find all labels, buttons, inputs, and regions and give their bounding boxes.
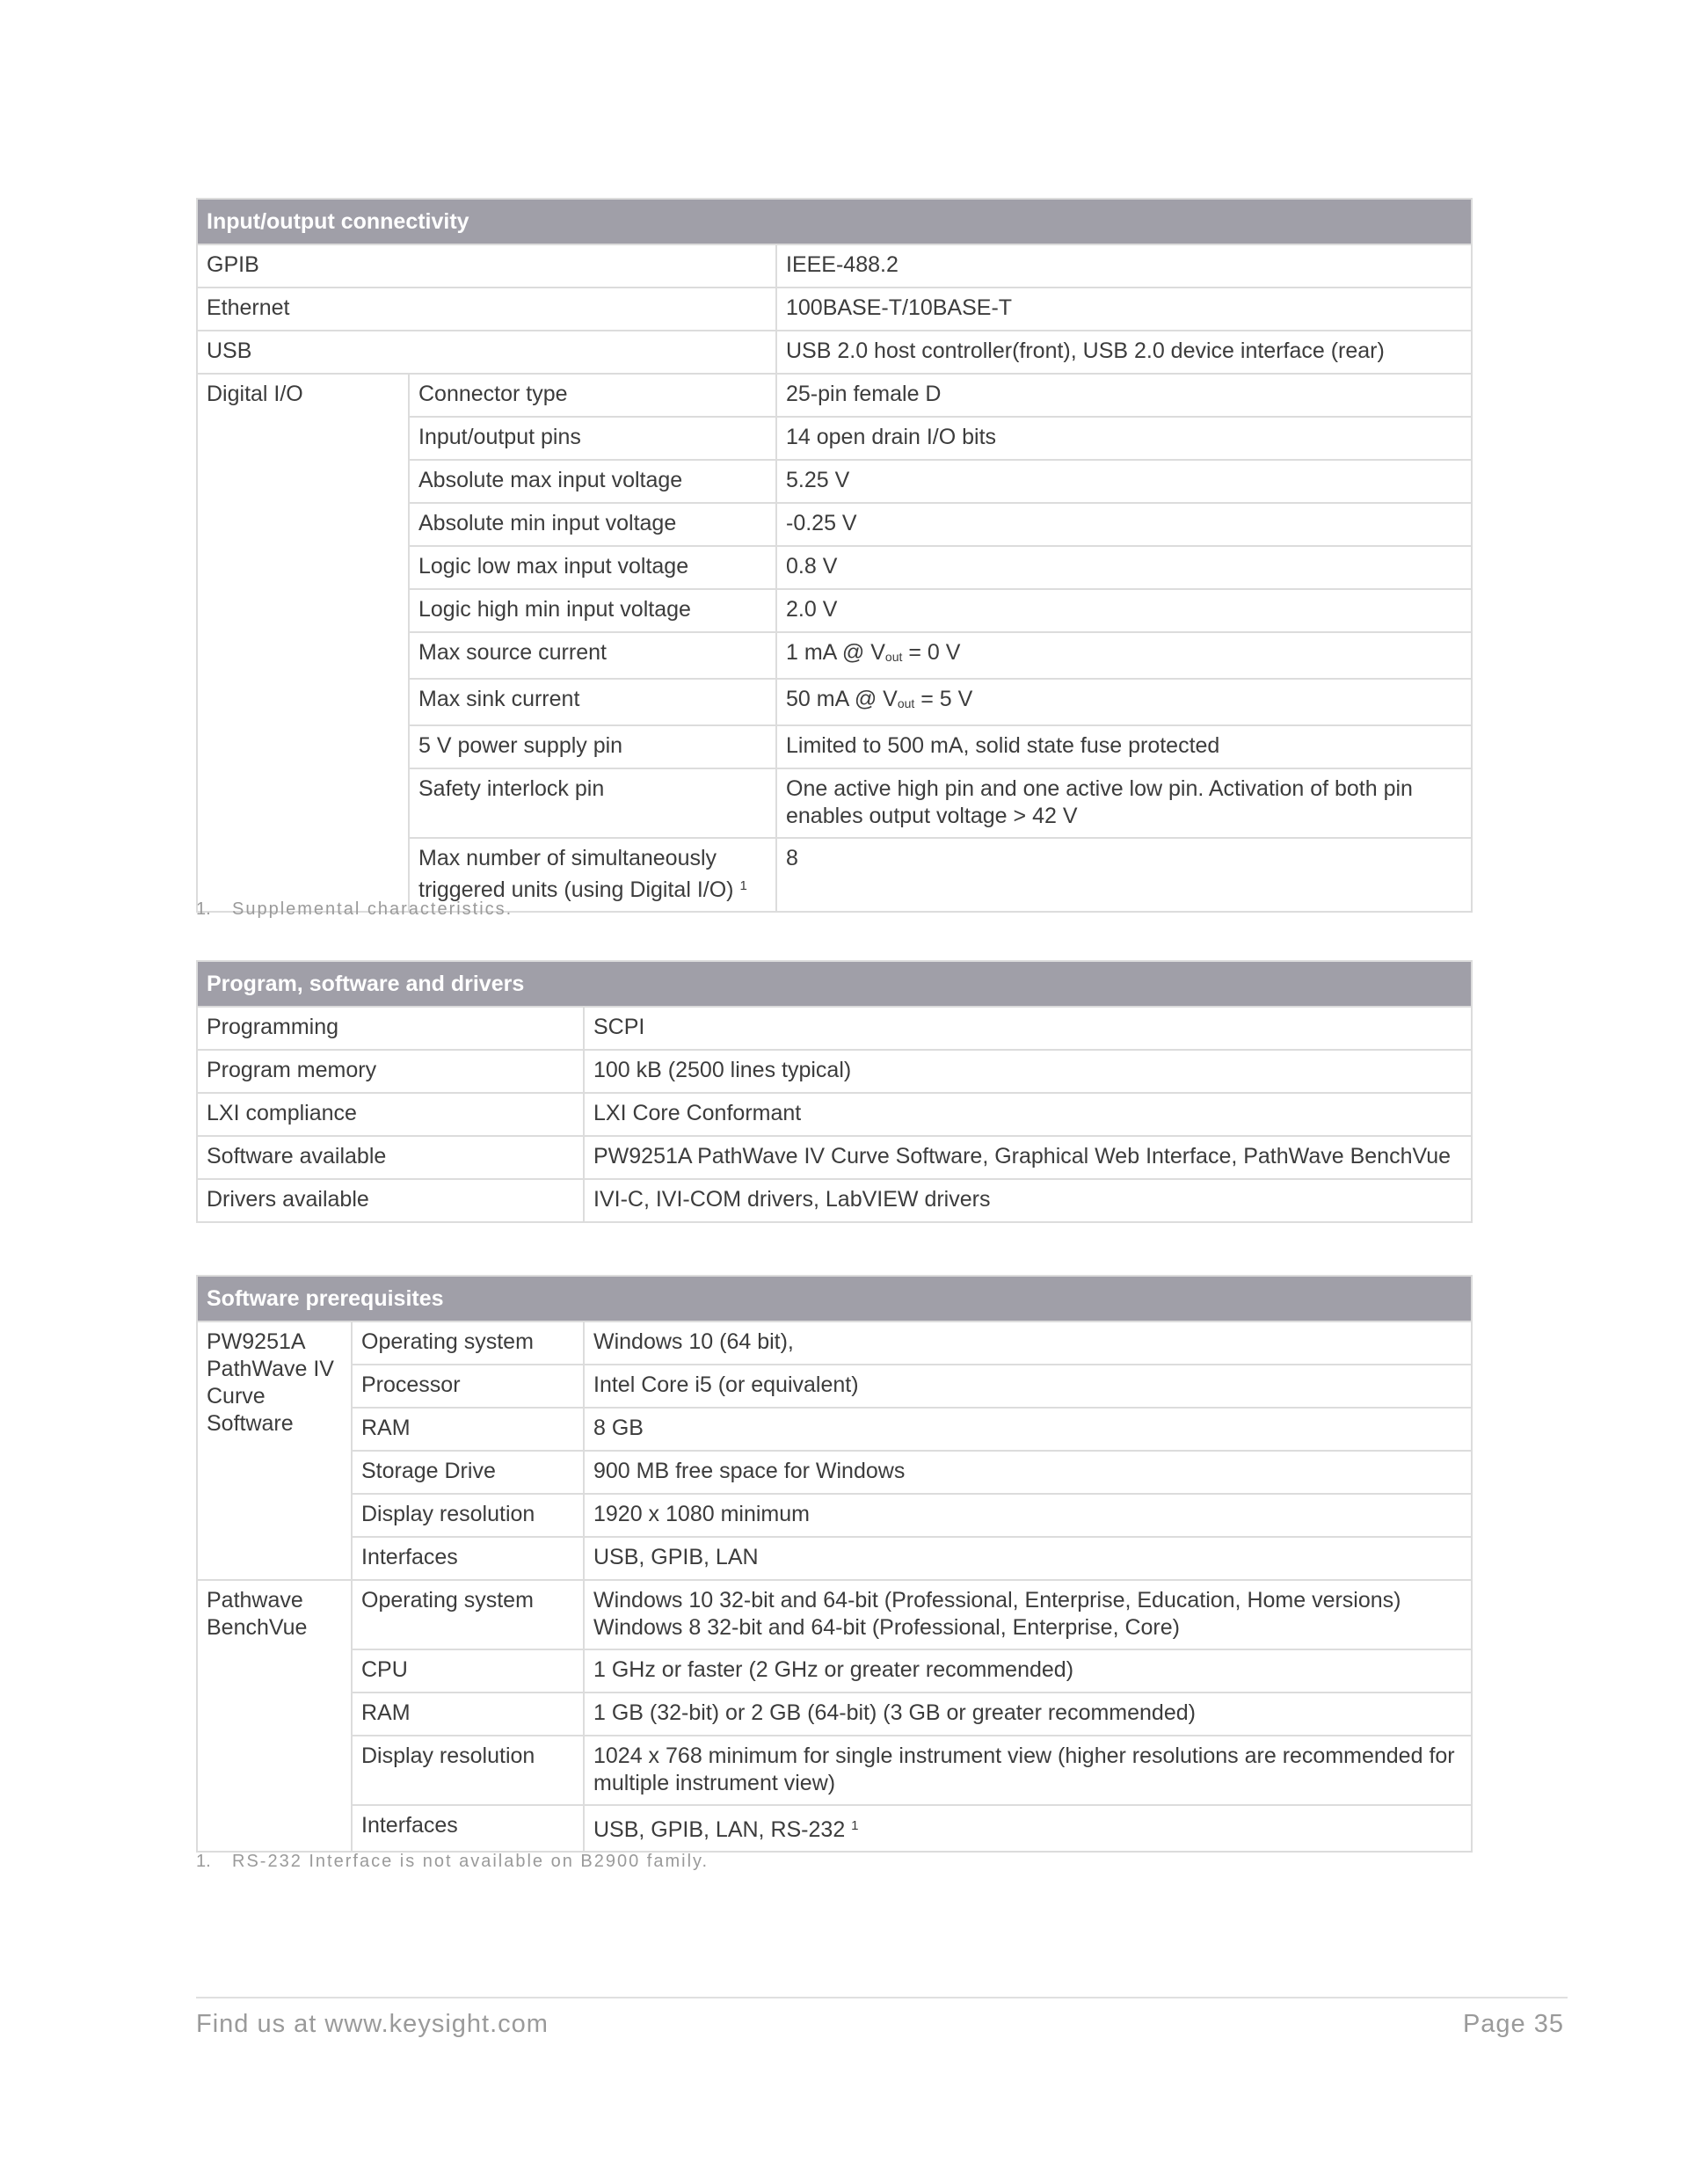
spec-label: Drivers available xyxy=(197,1179,584,1222)
spec-label: Safety interlock pin xyxy=(409,768,776,838)
spec-value: 25-pin female D xyxy=(776,374,1472,417)
spec-label: Absolute min input voltage xyxy=(409,503,776,546)
table-row xyxy=(197,1365,1472,1408)
subscript: out xyxy=(884,650,903,664)
table-row xyxy=(197,1580,1472,1649)
spec-label: Interfaces xyxy=(352,1805,584,1852)
spec-label: 5 V power supply pin xyxy=(409,725,776,768)
table-row xyxy=(197,1093,1472,1136)
spec-value: 900 MB free space for Windows xyxy=(584,1451,1472,1494)
spec-value: 8 xyxy=(776,838,1472,912)
spec-value: USB, GPIB, LAN xyxy=(584,1537,1472,1580)
table-row xyxy=(197,288,1472,331)
value-text: 50 mA @ V xyxy=(786,687,898,711)
spec-value xyxy=(776,679,1472,725)
spec-value: One active high pin and one active low pin. Activation of both pin enables output voltage > 42 V xyxy=(776,768,1472,838)
spec-value: 14 open drain I/O bits xyxy=(776,417,1472,460)
table-row xyxy=(197,1451,1472,1494)
table-row xyxy=(197,1649,1472,1693)
spec-label: LXI compliance xyxy=(197,1093,584,1136)
spec-value: 5.25 V xyxy=(776,460,1472,503)
spec-value: 2.0 V xyxy=(776,589,1472,632)
spec-value: 100 kB (2500 lines typical) xyxy=(584,1050,1472,1093)
spec-label: Program memory xyxy=(197,1050,584,1093)
footnote-number: 1. xyxy=(196,899,211,919)
spec-label: Display resolution xyxy=(352,1494,584,1537)
spec-label: Storage Drive xyxy=(352,1451,584,1494)
spec-label: RAM xyxy=(352,1408,584,1451)
spec-value: 1 GB (32-bit) or 2 GB (64-bit) (3 GB or greater recommended) xyxy=(584,1693,1472,1736)
footnote-marker: 1 xyxy=(739,878,747,893)
spec-value: 100BASE-T/10BASE-T xyxy=(776,288,1472,331)
spec-label: Ethernet xyxy=(197,288,776,331)
footer-divider xyxy=(196,1997,1568,1998)
table-row xyxy=(197,1805,1472,1852)
io-table-header: Input/output connectivity xyxy=(197,199,1472,244)
label-text: Max number of simultaneously triggered units (using Digital I/O) xyxy=(418,846,734,902)
table-row xyxy=(197,244,1472,288)
spec-value: 8 GB xyxy=(584,1408,1472,1451)
spec-value: 1920 x 1080 minimum xyxy=(584,1494,1472,1537)
spec-value: Windows 10 32-bit and 64-bit (Professional, Enterprise, Education, Home versions) Windows 8 32-bit and 64-bit (Professional, Enterprise, Core) xyxy=(584,1580,1472,1649)
spec-value: -0.25 V xyxy=(776,503,1472,546)
table-row xyxy=(197,1321,1472,1365)
io-connectivity-table xyxy=(196,198,1473,913)
spec-value: Intel Core i5 (or equivalent) xyxy=(584,1365,1472,1408)
spec-value: SCPI xyxy=(584,1007,1472,1050)
table-row xyxy=(197,1136,1472,1179)
value-text: USB, GPIB, LAN, RS-232 xyxy=(593,1817,846,1842)
digital-io-group-label: Digital I/O xyxy=(197,374,409,912)
spec-label: Max source current xyxy=(409,632,776,679)
spec-label: Software available xyxy=(197,1136,584,1179)
page-number: Page 35 xyxy=(1462,2010,1564,2038)
spec-label: GPIB xyxy=(197,244,776,288)
table-row xyxy=(197,1736,1472,1805)
spec-label: Operating system xyxy=(352,1321,584,1365)
spec-label: Absolute max input voltage xyxy=(409,460,776,503)
spec-value: Limited to 500 mA, solid state fuse protected xyxy=(776,725,1472,768)
spec-label: Programming xyxy=(197,1007,584,1050)
footnote-marker: 1 xyxy=(851,1818,859,1833)
table-row xyxy=(197,1179,1472,1222)
spec-value: USB 2.0 host controller(front), USB 2.0 device interface (rear) xyxy=(776,331,1472,374)
table-row xyxy=(197,1408,1472,1451)
software-prerequisites-table xyxy=(196,1275,1473,1853)
prereq-footnote xyxy=(196,1852,709,1872)
spec-value: 1024 x 768 minimum for single instrument view (higher resolutions are recommended for multiple instrument view) xyxy=(584,1736,1472,1805)
spec-label: Interfaces xyxy=(352,1537,584,1580)
spec-label: Logic low max input voltage xyxy=(409,546,776,589)
program-software-table xyxy=(196,960,1473,1223)
io-footnote xyxy=(196,899,513,920)
footer-website-text: Find us at www.keysight.com xyxy=(196,2010,549,2038)
table-row xyxy=(197,1007,1472,1050)
spec-value: PW9251A PathWave IV Curve Software, Graphical Web Interface, PathWave BenchVue xyxy=(584,1136,1472,1179)
spec-label: RAM xyxy=(352,1693,584,1736)
spec-label: Input/output pins xyxy=(409,417,776,460)
value-text: = 5 V xyxy=(914,687,973,711)
table-row xyxy=(197,374,1472,417)
spec-label: Max sink current xyxy=(409,679,776,725)
spec-value: IVI-C, IVI-COM drivers, LabVIEW drivers xyxy=(584,1179,1472,1222)
footnote-text: Supplemental characteristics. xyxy=(232,899,513,919)
spec-value: LXI Core Conformant xyxy=(584,1093,1472,1136)
table-row xyxy=(197,1050,1472,1093)
table-row xyxy=(197,1494,1472,1537)
spec-value xyxy=(776,632,1472,679)
spec-label: Processor xyxy=(352,1365,584,1408)
spec-label: USB xyxy=(197,331,776,374)
value-text: = 0 V xyxy=(902,640,961,665)
footnote-text: RS-232 Interface is not available on B2900 family. xyxy=(232,1852,709,1871)
spec-value: IEEE-488.2 xyxy=(776,244,1472,288)
spec-label: CPU xyxy=(352,1649,584,1693)
table-row xyxy=(197,1537,1472,1580)
spec-value: 1 GHz or faster (2 GHz or greater recommended) xyxy=(584,1649,1472,1693)
spec-label: Logic high min input voltage xyxy=(409,589,776,632)
spec-label: Display resolution xyxy=(352,1736,584,1805)
program-table-header: Program, software and drivers xyxy=(197,961,1472,1007)
spec-value xyxy=(584,1805,1472,1852)
table-row xyxy=(197,331,1472,374)
software-group-label: PW9251A PathWave IV Curve Software xyxy=(197,1321,352,1580)
footnote-number: 1. xyxy=(196,1852,211,1871)
spec-value: Windows 10 (64 bit), xyxy=(584,1321,1472,1365)
software-group-label: Pathwave BenchVue xyxy=(197,1580,352,1852)
spec-label: Connector type xyxy=(409,374,776,417)
spec-value: 0.8 V xyxy=(776,546,1472,589)
subscript: out xyxy=(897,696,915,710)
prereq-table-header: Software prerequisites xyxy=(197,1276,1472,1321)
spec-label: Operating system xyxy=(352,1580,584,1649)
value-text: 1 mA @ V xyxy=(786,640,885,665)
table-row xyxy=(197,1693,1472,1736)
